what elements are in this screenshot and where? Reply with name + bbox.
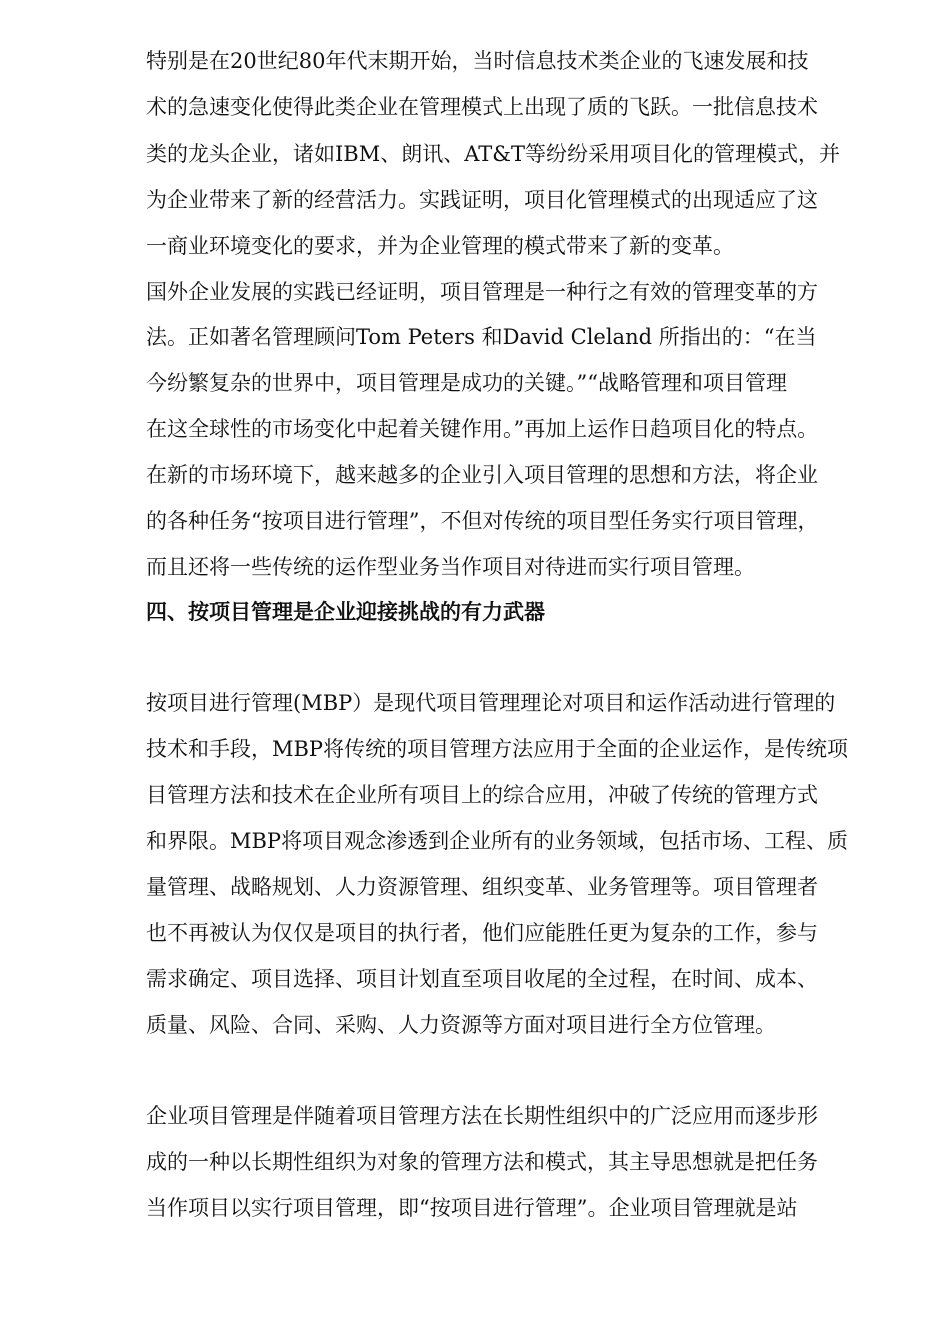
section-heading-4: 四、按项目管理是企业迎接挑战的有力武器	[146, 600, 545, 624]
paragraph-3-line-3: 目管理方法和技术在企业所有项目上的综合应用，冲破了传统的管理方式	[146, 783, 818, 807]
paragraph-3-line-4: 和界限。MBP将项目观念渗透到企业所有的业务领域，包括市场、工程、质	[146, 829, 849, 853]
paragraph-1-line-2: 术的急速变化使得此类企业在管理模式上出现了质的飞跃。一批信息技术	[146, 95, 818, 119]
paragraph-3-line-6: 也不再被认为仅仅是项目的执行者，他们应能胜任更为复杂的工作，参与	[146, 921, 818, 945]
paragraph-3-line-1: 按项目进行管理(MBP）是现代项目管理理论对项目和运作活动进行管理的	[146, 691, 836, 715]
paragraph-3-line-5: 量管理、战略规划、人力资源管理、组织变革、业务管理等。项目管理者	[146, 875, 818, 899]
paragraph-2-line-7: 而且还将一些传统的运作型业务当作项目对待进而实行项目管理。	[146, 555, 755, 579]
paragraph-2-line-5: 在新的市场环境下，越来越多的企业引入项目管理的思想和方法，将企业	[146, 463, 818, 487]
paragraph-1-line-5: 一商业环境变化的要求，并为企业管理的模式带来了新的变革。	[146, 234, 734, 258]
paragraph-3-line-2: 技术和手段，MBP将传统的项目管理方法应用于全面的企业运作，是传统项	[146, 737, 849, 761]
paragraph-4-line-1: 企业项目管理是伴随着项目管理方法在长期性组织中的广泛应用而逐步形	[146, 1104, 818, 1128]
paragraph-2-line-6: 的各种任务“按项目进行管理”，不但对传统的项目型任务实行项目管理，	[146, 509, 819, 533]
paragraph-1-line-3: 类的龙头企业，诸如IBM、朗讯、AT&T等纷纷采用项目化的管理模式，并	[146, 142, 840, 166]
paragraph-1-line-4: 为企业带来了新的经营活力。实践证明，项目化管理模式的出现适应了这	[146, 188, 818, 212]
paragraph-2-line-4: 在这全球性的市场变化中起着关键作用。”再加上运作日趋项目化的特点。	[146, 417, 819, 441]
paragraph-4-line-3: 当作项目以实行项目管理，即“按项目进行管理”。企业项目管理就是站	[146, 1196, 798, 1220]
paragraph-3-line-8: 质量、风险、合同、采购、人力资源等方面对项目进行全方位管理。	[146, 1013, 776, 1037]
paragraph-3-line-7: 需求确定、项目选择、项目计划直至项目收尾的全过程，在时间、成本、	[146, 967, 818, 991]
paragraph-2-line-2: 法。正如著名管理顾问Tom Peters 和David Cleland 所指出的：“在当	[146, 325, 817, 349]
paragraph-2-line-3: 今纷繁复杂的世界中，项目管理是成功的关键。”“战略管理和项目管理	[146, 371, 787, 395]
paragraph-1-line-1: 特别是在20世纪80年代末期开始，当时信息技术类企业的飞速发展和技	[146, 49, 809, 73]
paragraph-4-line-2: 成的一种以长期性组织为对象的管理方法和模式，其主导思想就是把任务	[146, 1150, 818, 1174]
paragraph-2-line-1: 国外企业发展的实践已经证明，项目管理是一种行之有效的管理变革的方	[146, 280, 818, 304]
